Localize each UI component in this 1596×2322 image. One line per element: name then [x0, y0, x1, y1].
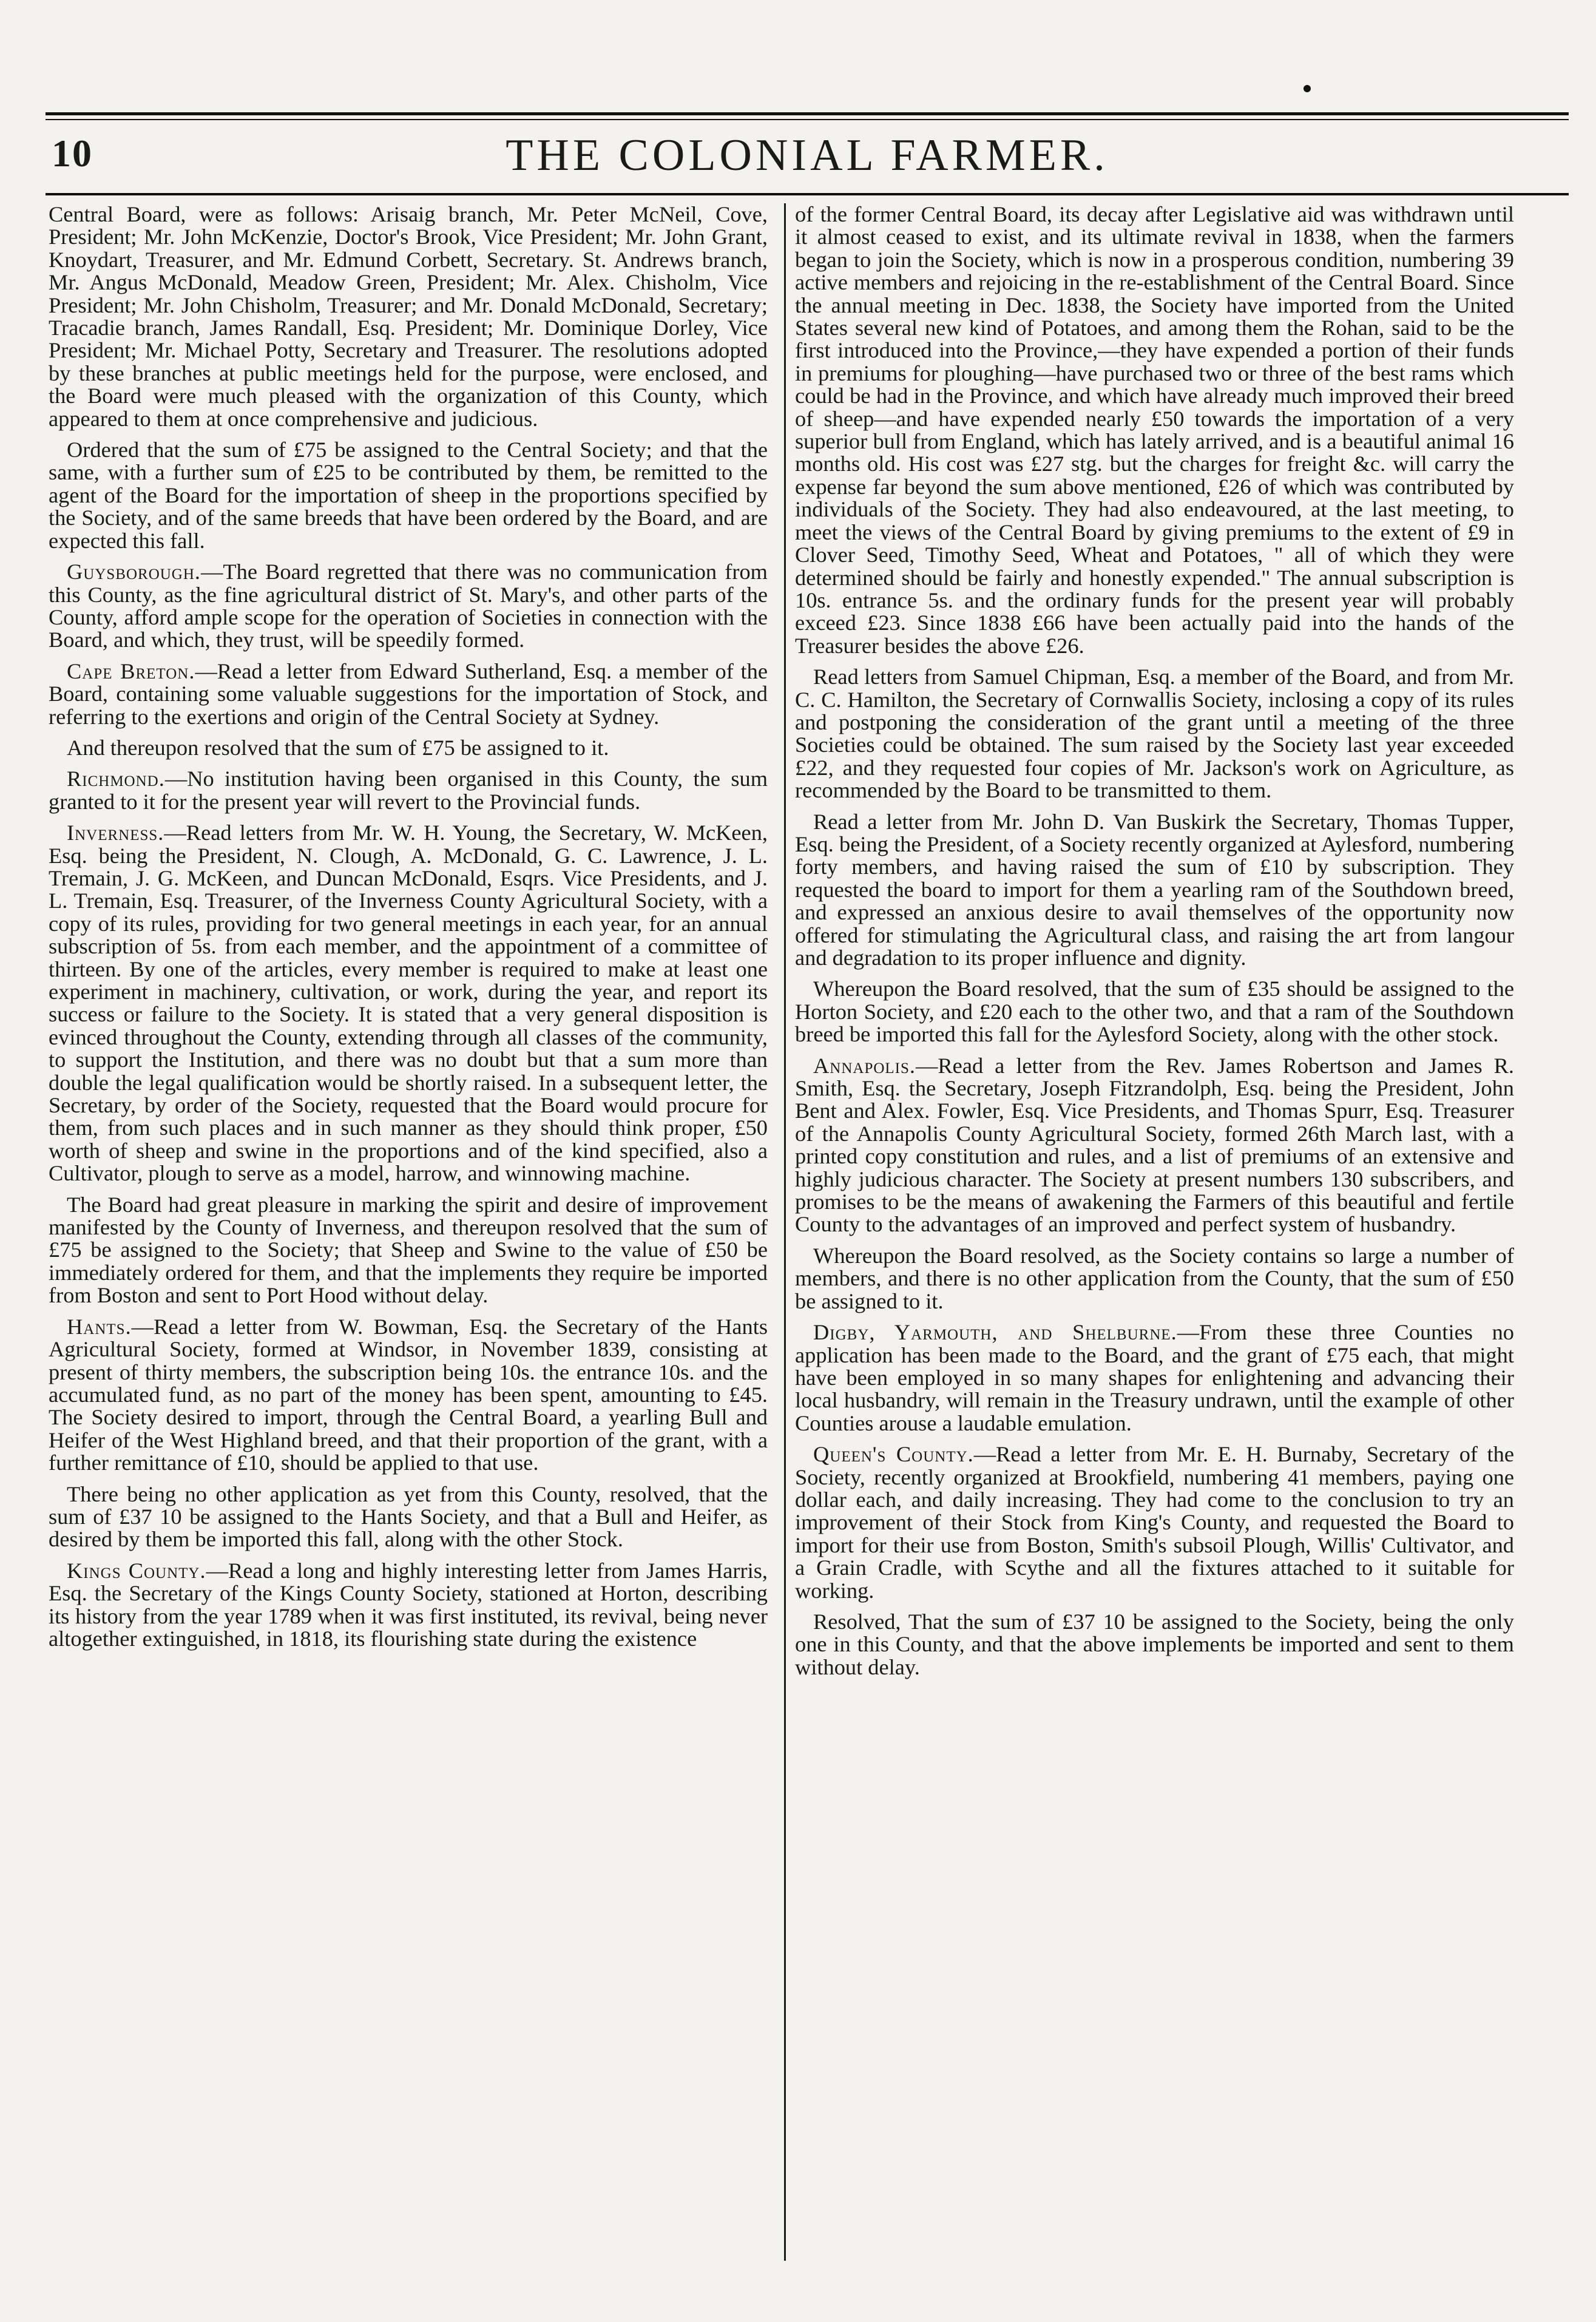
paragraph: [49, 737, 768, 759]
section-lead: Queen's County.: [813, 1442, 974, 1467]
paragraph-text: —Read a letter from Edward Sutherland, Esq. a member of the Board, containing some valuable suggestions for the importation of Stock, and referring to the exertions and origin of the Central Society at Sydney.: [49, 658, 768, 729]
paragraph-text: Whereupon the Board resolved, that the sum of £35 should be assigned to the Horton Society, and £20 each to the other two, and that a ram of the Southdown breed be imported this fall for the Aylesford Society, along with the other stock.: [795, 977, 1514, 1047]
left-column: [49, 203, 768, 2273]
paragraph-text: There being no other application as yet from this County, resolved, that the sum of £37 10 be assigned to the Hants Society, and that a Bull and Heifer, as desired by them be imported this fall, along with the other Stock.: [49, 1481, 768, 1552]
section-lead: Inverness.: [67, 821, 164, 845]
paragraph: [795, 1055, 1514, 1236]
section-lead: Kings County.: [67, 1558, 206, 1583]
paragraph-text: —Read a letter from the Rev. James Robertson and James R. Smith, Esq. the Secretary, Joseph Fitzrandolph, Esq. being the President, John Bent and Alex. Fowler, Esq. Vice Presidents, and Thomas Spurr, Esq. Treasurer of the Annapolis County Agricultural Society, formed 26th March last, with a printed copy constitution and rules, and a list of premiums of an extensive and highly judicious character. The Society at present numbers 130 subscribers, and promises to be the means of awakening the Farmers of this beautiful and fertile County to the advantages of an improved and perfect system of husbandry.: [795, 1053, 1514, 1237]
paragraph: [795, 1321, 1514, 1435]
paragraph-text: Resolved, That the sum of £37 10 be assigned to the Society, being the only one in this County, and that the above implements be imported and sent to them without delay.: [795, 1609, 1514, 1679]
paragraph: [49, 768, 768, 813]
paragraph-text: —Read letters from Mr. W. H. Young, the Secretary, W. McKeen, Esq. being the President, N. Clough, A. McDonald, G. C. Lawrence, J. L. Tremain, J. G. McKeen, and Duncan McDonald, Esqrs. Vice Presidents, and J. L. Tremain, Esq. Treasurer, of the Inverness County Agricultural Society, with a copy of its rules, providing for two general meetings in each year, for an annual subscription of 5s. from each member, and the appointment of a committee of thirteen. By one of the articles, every member is required to make at least one experiment in machinery, cultivation, or work, during the year, and report its success or failure to the Society. It is stated that a very general disposition is evinced throughout the County, extending through all classes of the community, to support the Institution, and there was no doubt but that a sum more than double the legal qualification would be shortly raised. In a subsequent letter, the Secretary, by order of the Society, requested that the Board would procure for them, from such places and in such manner as they should think proper, £50 worth of sheep and swine in the proportions and of the kind specified, also a Cultivator, plough to serve as a model, harrow, and winnowing machine.: [49, 821, 768, 1186]
section-lead: Digby, Yarmouth, and Shelburne.: [813, 1320, 1177, 1345]
section-lead: Guysborough.: [67, 560, 201, 584]
ink-speck: [1304, 85, 1311, 92]
paragraph-text: of the former Central Board, its decay after Legislative aid was withdrawn until it almost ceased to exist, and its ultimate revival in 1838, when the farmers began to join the Society, which is now in a prosperous condition, numbering 39 active members and rejoicing in the re-establishment of the Central Board. Since the annual meeting in Dec. 1838, the Society have imported from the United States several new kind of Potatoes, and among them the Rohan, said to be the first introduced into the Province,—they have expended a portion of their funds in premiums for ploughing—have purchased two or three of the best rams which could be had in the Province, and which have already much improved their breed of sheep—and have expended nearly £50 towards the importation of a very superior bull from England, which has lately arrived, and is a beautiful animal 16 months old. His cost was £27 stg. but the charges for freight &c. will carry the expense far beyond the sum above mentioned, £26 of which was contributed by individuals of the Society. They had also endeavoured, at the last meeting, to meet the views of the Central Board by giving premiums to the extent of £9 in Clover Seed, Timothy Seed, Wheat and Potatoes, " all of which they were determined should be fairly and honestly expended." The annual subscription is 10s. entrance 5s. and the ordinary funds for the present year will probably exceed £23. Since 1838 £66 have been actually paid into the hands of the Treasurer besides the above £26.: [795, 203, 1514, 658]
paragraph: [795, 666, 1514, 802]
paragraph: [795, 203, 1514, 657]
paragraph: [49, 1316, 768, 1475]
paragraph: [795, 1245, 1514, 1313]
paragraph-text: The Board had great pleasure in marking the spirit and desire of improvement manifested by the County of Inverness, and thereupon resolved that the sum of £75 be assigned to the Society; that Sheep and Swine to the value of £50 be immediately ordered for them, and that the implements they require be imported from Boston and sent to Port Hood without delay.: [49, 1192, 768, 1308]
paragraph: [795, 811, 1514, 970]
paragraph: [49, 439, 768, 552]
paragraph: [49, 561, 768, 652]
section-lead: Annapolis.: [813, 1053, 916, 1078]
paragraph-text: Read a letter from Mr. John D. Van Buskirk the Secretary, Thomas Tupper, Esq. being the President, of a Society recently organized at Aylesford, numbering forty members, and having raised the sum of £10 by subscription. They requested the board to import for them a yearling ram of the Southdown breed, and expressed an anxious desire to avail themselves of the opportunity now offered for stimulating the Agricultural class, and raising the art from langour and degradation to its proper influence and dignity.: [795, 809, 1514, 970]
paragraph: [49, 1194, 768, 1307]
paragraph-text: —Read a letter from W. Bowman, Esq. the Secretary of the Hants Agricultural Society, formed at Windsor, in November 1839, consisting at present of thirty members, the subscription being 10s. the entrance 10s. and the accumulated fund, as no part of the money has been spent, amounting to £45. The Society desired to import, through the Central Board, a yearling Bull and Heifer of the West Highland breed, and that their proportion of the grant, with a further remittance of £10, should be applied to that use.: [49, 1314, 768, 1475]
right-column: [795, 203, 1514, 2273]
paragraph-text: —From these three Counties no application has been made to the Board, and the grant of £75 each, that might have been employed in so many shapes for enlightening and advancing their local husbandry, will remain in the Treasury undrawn, until the example of other Counties arouse a laudable emulation.: [795, 1320, 1514, 1435]
paragraph-text: Read letters from Samuel Chipman, Esq. a member of the Board, and from Mr. C. C. Hamilton, the Secretary of Cornwallis Society, inclosing a copy of its rules and postponing the consideration of the grant until a meeting of the three Societies could be obtained. The sum raised by the Society last year exceeded £22, and they requested four copies of Mr. Jackson's work on Agriculture, as recommended by the Board to be transmitted to them.: [795, 665, 1514, 803]
paragraph: [49, 660, 768, 728]
paragraph-text: Whereupon the Board resolved, as the Society contains so large a number of members, and there is no other application from the County, that the sum of £50 be assigned to it.: [795, 1243, 1514, 1313]
paragraph: [49, 1483, 768, 1551]
paragraph-text: —No institution having been organised in this County, the sum granted to it for the present year will revert to the Provincial funds.: [49, 767, 768, 814]
header-rule-bottom: [46, 193, 1569, 195]
paragraph-text: —Read a letter from Mr. E. H. Burnaby, Secretary of the Society, recently organized at Brookfield, numbering 41 members, paying one dollar each, and daily increasing. They had come to the conclusion to try an improvement of their Stock from King's County, and requested the Board to import for their use from Boston, Smith's subsoil Plough, Willis' Cultivator, and a Grain Cradle, with Scythe and all the fixtures attached to it suitable for working.: [795, 1442, 1514, 1603]
paragraph-text: Central Board, were as follows: Arisaig branch, Mr. Peter McNeil, Cove, President; Mr. John McKenzie, Doctor's Brook, Vice President; Mr. John Grant, Knoydart, Treasurer, and Mr. Edmund Corbett, Secretary. St. Andrews branch, Mr. Angus McDonald, Meadow Green, President; Mr. Alex. Chisholm, Vice President; Mr. John Chisholm, Treasurer; and Mr. Donald McDonald, Secretary; Tracadie branch, James Randall, Esq. President; Mr. Dominique Dorley, Vice President; Mr. Michael Potty, Secretary and Treasurer. The resolutions adopted by these branches at public meetings held for the purpose, were enclosed, and the Board were much pleased with the organization of this County, which appeared to them at once comprehensive and judicious.: [49, 203, 768, 431]
paragraph: [795, 1443, 1514, 1602]
header-rule-top: [46, 112, 1569, 115]
paragraph: [49, 822, 768, 1185]
header-rule-top-thin: [46, 119, 1569, 120]
paragraph: [49, 203, 768, 430]
journal-title: THE COLONIAL FARMER.: [506, 130, 1109, 180]
column-divider: [784, 203, 786, 2261]
section-lead: Hants.: [67, 1314, 132, 1339]
paragraph-text: —The Board regretted that there was no communication from this County, as the fine agricultural district of St. Mary's, and other parts of the County, afford ample scope for the operation of Societies in connection with the Board, and which, they trust, will be speedily formed.: [49, 560, 768, 652]
page-number: 10: [52, 132, 93, 175]
paragraph: [795, 1611, 1514, 1679]
paragraph: [795, 978, 1514, 1046]
running-header: [46, 121, 1569, 194]
paragraph-text: —Read a long and highly interesting letter from James Harris, Esq. the Secretary of the Kings County Society, stationed at Horton, describing its history from the year 1789 when it was first instituted, its revival, being never altogether extinguished, in 1818, its flourishing state during the existence: [49, 1558, 768, 1651]
paragraph-text: And thereupon resolved that the sum of £75 be assigned to it.: [67, 735, 609, 760]
section-lead: Cape Breton.: [67, 658, 195, 683]
paragraph-text: Ordered that the sum of £75 be assigned to the Central Society; and that the same, with a further sum of £25 to be contributed by them, be remitted to the agent of the Board for the importation of sheep in the proportions specified by the Society, and of the same breeds that have been ordered by the Board, and are expected this fall.: [49, 438, 768, 553]
section-lead: Richmond.: [67, 767, 165, 791]
paragraph: [49, 1560, 768, 1651]
